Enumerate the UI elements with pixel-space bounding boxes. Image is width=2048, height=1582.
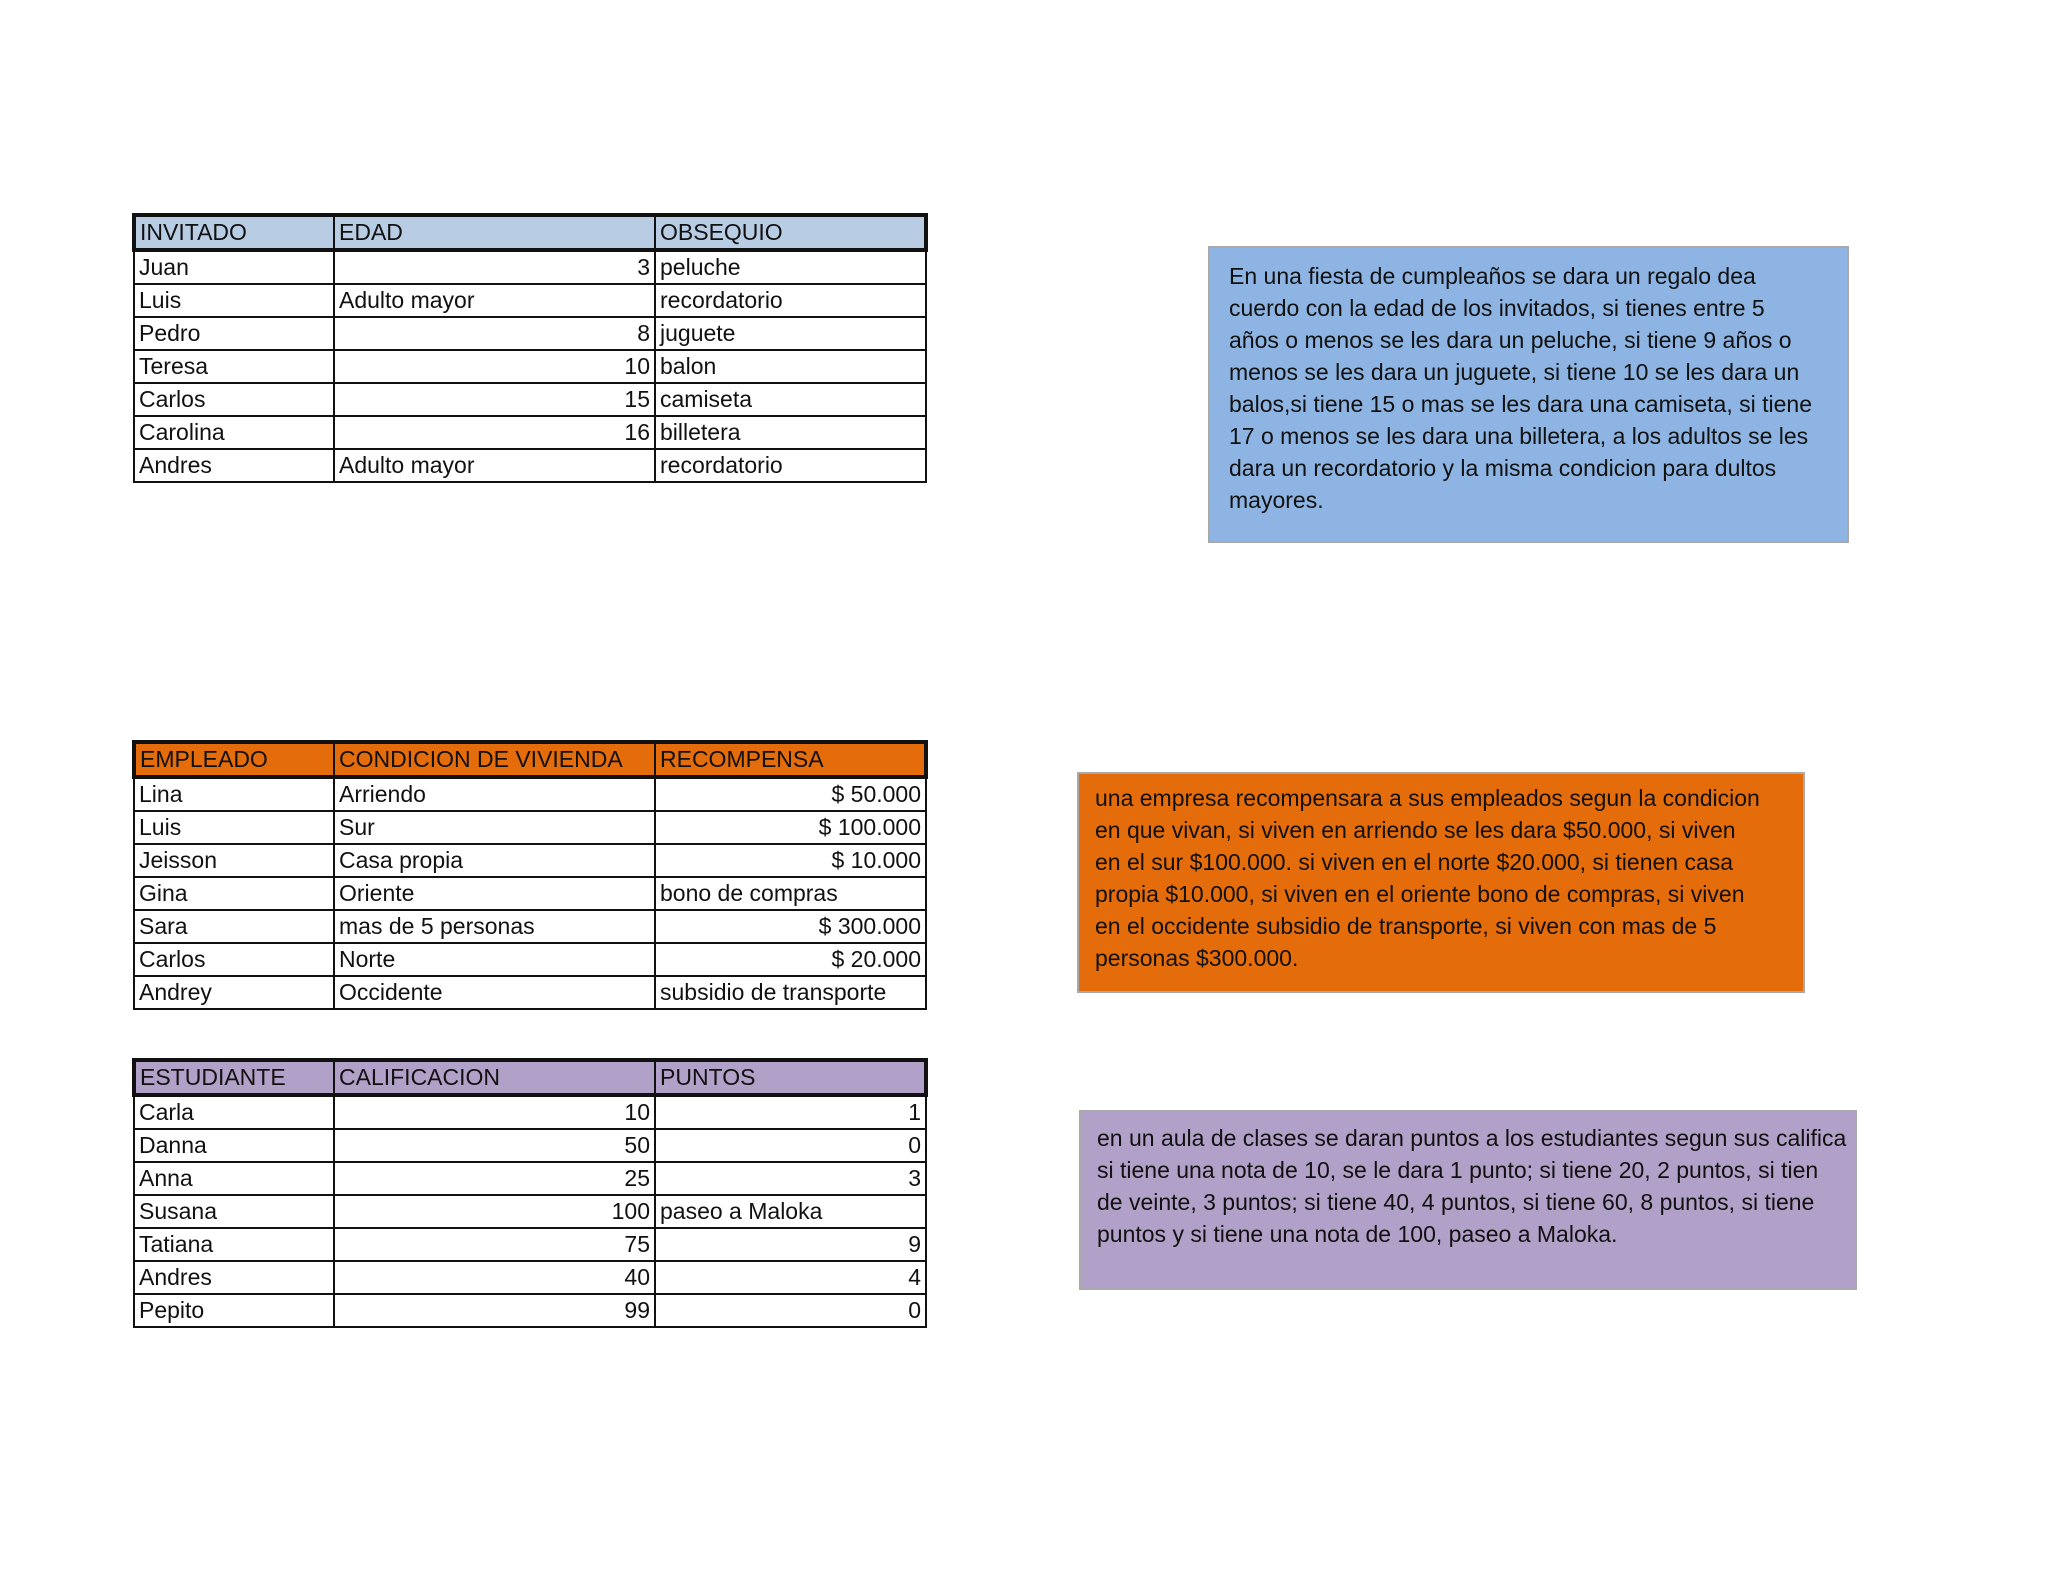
invitados-cell[interactable]: billetera [655, 416, 926, 449]
invitados-cell[interactable]: recordatorio [655, 449, 926, 482]
invitados-cell[interactable]: balon [655, 350, 926, 383]
estudiantes-cell[interactable]: 100 [334, 1195, 655, 1228]
empleados-note-line: en el occidente subsidio de transporte, si viven con mas de 5 [1095, 913, 1717, 939]
header-calificacion[interactable]: CALIFICACION [334, 1060, 655, 1095]
empleados-note-box[interactable] [1077, 772, 1805, 993]
header-invitado[interactable]: INVITADO [134, 215, 334, 250]
invitados-cell[interactable]: 8 [334, 317, 655, 350]
estudiantes-cell[interactable]: 75 [334, 1228, 655, 1261]
invitados-note-line: balos,si tiene 15 o mas se les dara una camiseta, si tiene [1229, 391, 1812, 417]
invitados-cell[interactable]: 10 [334, 350, 655, 383]
invitados-cell[interactable]: camiseta [655, 383, 926, 416]
invitados-cell[interactable]: juguete [655, 317, 926, 350]
empleados-cell[interactable]: Casa propia [334, 844, 655, 877]
estudiantes-cell[interactable]: 4 [655, 1261, 926, 1294]
empleados-cell[interactable]: Arriendo [334, 777, 655, 811]
table-row [134, 1228, 926, 1261]
invitados-cell[interactable]: 15 [334, 383, 655, 416]
empleados-cell[interactable]: bono de compras [655, 877, 926, 910]
estudiantes-cell[interactable]: Anna [134, 1162, 334, 1195]
invitados-note-line: cuerdo con la edad de los invitados, si tienes entre 5 [1229, 295, 1765, 321]
estudiantes-cell[interactable]: Pepito [134, 1294, 334, 1327]
invitados-table [132, 213, 928, 483]
invitados-note-text [1229, 260, 1831, 516]
invitados-cell[interactable]: Pedro [134, 317, 334, 350]
empleados-cell[interactable]: Sur [334, 811, 655, 844]
estudiantes-cell[interactable]: Carla [134, 1095, 334, 1129]
table-row [134, 1294, 926, 1327]
empleados-note-line: en que vivan, si viven en arriendo se les dara $50.000, si viven [1095, 817, 1736, 843]
header-puntos[interactable]: PUNTOS [655, 1060, 926, 1095]
invitados-cell[interactable]: Andres [134, 449, 334, 482]
invitados-cell[interactable]: Juan [134, 250, 334, 284]
table-row [134, 383, 926, 416]
table-row [134, 449, 926, 482]
invitados-cell[interactable]: Carlos [134, 383, 334, 416]
invitados-note-line: dara un recordatorio y la misma condicion para dultos [1229, 455, 1777, 481]
empleados-cell[interactable]: subsidio de transporte [655, 976, 926, 1009]
table-row [134, 1162, 926, 1195]
table-row [134, 777, 926, 811]
table-row [134, 1261, 926, 1294]
invitados-header-row [134, 215, 926, 250]
estudiantes-cell[interactable]: 10 [334, 1095, 655, 1129]
invitados-note-line: 17 o menos se les dara una billetera, a los adultos se les [1229, 423, 1809, 449]
estudiantes-note-line: puntos y si tiene una nota de 100, paseo a Maloka. [1097, 1221, 1618, 1247]
table-row [134, 284, 926, 317]
estudiantes-cell[interactable]: 0 [655, 1294, 926, 1327]
table-row [134, 877, 926, 910]
invitados-note-line: menos se les dara un juguete, si tiene 10 se les dara un [1229, 359, 1800, 385]
estudiantes-note-line: de veinte, 3 puntos; si tiene 40, 4 puntos, si tiene 60, 8 puntos, si tiene [1097, 1189, 1815, 1215]
empleados-note-line: personas $300.000. [1095, 945, 1299, 971]
estudiantes-cell[interactable]: 3 [655, 1162, 926, 1195]
header-edad[interactable]: EDAD [334, 215, 655, 250]
empleados-cell[interactable]: Luis [134, 811, 334, 844]
estudiantes-header-row [134, 1060, 926, 1095]
invitados-cell[interactable]: Carolina [134, 416, 334, 449]
empleados-cell[interactable]: Lina [134, 777, 334, 811]
invitados-cell[interactable]: Luis [134, 284, 334, 317]
table-row [134, 910, 926, 943]
header-estudiante[interactable]: ESTUDIANTE [134, 1060, 334, 1095]
estudiantes-table [132, 1058, 928, 1328]
table-row [134, 416, 926, 449]
empleados-cell[interactable]: mas de 5 personas [334, 910, 655, 943]
table-row [134, 1195, 926, 1228]
empleados-cell[interactable]: Norte [334, 943, 655, 976]
table-row [134, 317, 926, 350]
estudiantes-cell[interactable]: Danna [134, 1129, 334, 1162]
invitados-note-box[interactable] [1208, 246, 1849, 543]
empleados-cell[interactable]: Jeisson [134, 844, 334, 877]
table-row [134, 976, 926, 1009]
empleados-cell[interactable]: $ 100.000 [655, 811, 926, 844]
empleados-cell[interactable]: Andrey [134, 976, 334, 1009]
empleados-cell[interactable]: $ 20.000 [655, 943, 926, 976]
table-row [134, 943, 926, 976]
estudiantes-cell[interactable]: 99 [334, 1294, 655, 1327]
estudiantes-cell[interactable]: paseo a Maloka [655, 1195, 926, 1228]
empleados-cell[interactable]: $ 300.000 [655, 910, 926, 943]
empleados-cell[interactable]: Occidente [334, 976, 655, 1009]
table-row [134, 1129, 926, 1162]
empleados-cell[interactable]: Gina [134, 877, 334, 910]
estudiantes-cell[interactable]: 9 [655, 1228, 926, 1261]
empleados-note-line: en el sur $100.000. si viven en el norte $20.000, si tienen casa [1095, 849, 1734, 875]
empleados-note-line: una empresa recompensara a sus empleados segun la condicion [1095, 785, 1760, 811]
header-condicion-vivienda[interactable]: CONDICION DE VIVIENDA [334, 742, 655, 777]
empleados-cell[interactable]: Carlos [134, 943, 334, 976]
invitados-cell[interactable]: peluche [655, 250, 926, 284]
table-row [134, 844, 926, 877]
estudiantes-body [134, 1095, 926, 1327]
invitados-note-line: años o menos se les dara un peluche, si tiene 9 años o [1229, 327, 1792, 353]
invitados-cell[interactable]: recordatorio [655, 284, 926, 317]
empleados-cell[interactable]: Sara [134, 910, 334, 943]
estudiantes-cell[interactable]: 50 [334, 1129, 655, 1162]
empleados-note-text [1095, 782, 1787, 974]
estudiantes-note-text [1097, 1122, 1855, 1250]
table-row [134, 350, 926, 383]
estudiantes-cell[interactable]: 0 [655, 1129, 926, 1162]
invitados-cell[interactable]: 3 [334, 250, 655, 284]
estudiantes-note-line: si tiene una nota de 10, se le dara 1 punto; si tiene 20, 2 puntos, si tien [1097, 1157, 1819, 1183]
estudiantes-cell[interactable]: 25 [334, 1162, 655, 1195]
empleados-header-row [134, 742, 926, 777]
header-empleado[interactable]: EMPLEADO [134, 742, 334, 777]
estudiantes-cell[interactable]: Andres [134, 1261, 334, 1294]
estudiantes-note-box[interactable] [1079, 1110, 1857, 1290]
invitados-cell[interactable]: Adulto mayor [334, 284, 655, 317]
estudiantes-note-line: en un aula de clases se daran puntos a los estudiantes segun sus califica [1097, 1125, 1847, 1151]
invitados-body [134, 250, 926, 482]
invitados-note-line: En una fiesta de cumpleaños se dara un regalo dea [1229, 263, 1756, 289]
invitados-note-line: mayores. [1229, 487, 1324, 513]
empleados-cell[interactable]: Oriente [334, 877, 655, 910]
table-row [134, 250, 926, 284]
empleados-cell[interactable]: $ 10.000 [655, 844, 926, 877]
estudiantes-cell[interactable]: Susana [134, 1195, 334, 1228]
estudiantes-cell[interactable]: 40 [334, 1261, 655, 1294]
invitados-cell[interactable]: Teresa [134, 350, 334, 383]
table-row [134, 811, 926, 844]
empleados-note-line: propia $10.000, si viven en el oriente bono de compras, si viven [1095, 881, 1745, 907]
invitados-cell[interactable]: Adulto mayor [334, 449, 655, 482]
table-row [134, 1095, 926, 1129]
estudiantes-cell[interactable]: 1 [655, 1095, 926, 1129]
invitados-cell[interactable]: 16 [334, 416, 655, 449]
empleados-cell[interactable]: $ 50.000 [655, 777, 926, 811]
header-recompensa[interactable]: RECOMPENSA [655, 742, 926, 777]
empleados-body [134, 777, 926, 1009]
header-obsequio[interactable]: OBSEQUIO [655, 215, 926, 250]
estudiantes-cell[interactable]: Tatiana [134, 1228, 334, 1261]
empleados-table [132, 740, 928, 1010]
